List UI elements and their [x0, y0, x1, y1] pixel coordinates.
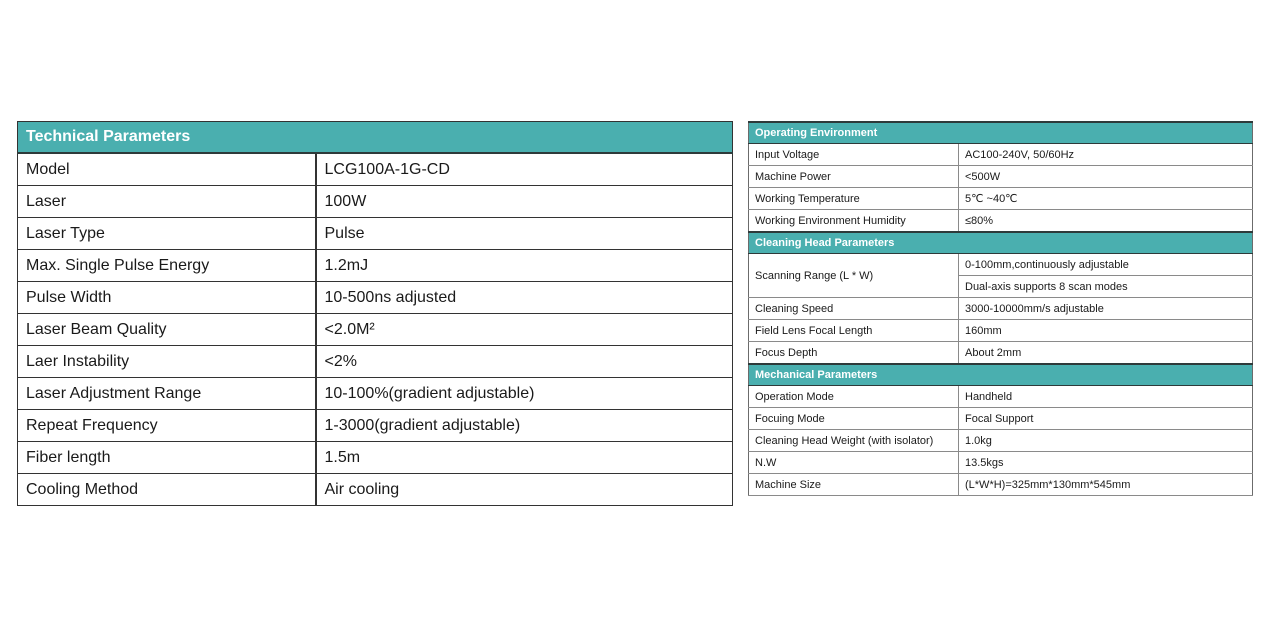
table-row — [749, 408, 1253, 430]
param-value: <2% — [316, 346, 733, 378]
spec-value: Focal Support — [959, 408, 1253, 430]
table-row — [749, 474, 1253, 496]
param-label: Laser Type — [18, 218, 316, 250]
technical-parameters-title: Technical Parameters — [18, 122, 733, 154]
cleaning-head-header — [749, 232, 1253, 254]
spec-value: AC100-240V, 50/60Hz — [959, 144, 1253, 166]
section-title: Mechanical Parameters — [749, 364, 1253, 386]
param-value: Air cooling — [316, 474, 733, 506]
spec-label: Machine Size — [749, 474, 959, 496]
spec-value: About 2mm — [959, 342, 1253, 365]
table-row — [18, 346, 733, 378]
param-label: Laer Instability — [18, 346, 316, 378]
param-label: Cooling Method — [18, 474, 316, 506]
spec-label: Working Temperature — [749, 188, 959, 210]
spec-value: 0-100mm,continuously adjustable — [959, 254, 1253, 276]
table-row — [749, 166, 1253, 188]
table-row — [749, 254, 1253, 276]
section-title: Cleaning Head Parameters — [749, 232, 1253, 254]
param-label: Laser Adjustment Range — [18, 378, 316, 410]
spec-label: Scanning Range (L * W) — [749, 254, 959, 298]
param-label: Max. Single Pulse Energy — [18, 250, 316, 282]
spec-label: Field Lens Focal Length — [749, 320, 959, 342]
param-value: 10-100%(gradient adjustable) — [316, 378, 733, 410]
table-row — [749, 342, 1253, 365]
table-row — [749, 430, 1253, 452]
param-label: Repeat Frequency — [18, 410, 316, 442]
table-row — [18, 442, 733, 474]
table-row — [18, 153, 733, 186]
param-label: Laser Beam Quality — [18, 314, 316, 346]
spec-value: 3000-10000mm/s adjustable — [959, 298, 1253, 320]
spec-value: 160mm — [959, 320, 1253, 342]
param-value: 1.5m — [316, 442, 733, 474]
param-value: 10-500ns adjusted — [316, 282, 733, 314]
table-row — [18, 314, 733, 346]
specifications-table — [748, 121, 1253, 496]
spec-value: Handheld — [959, 386, 1253, 408]
param-label: Fiber length — [18, 442, 316, 474]
spec-value: 1.0kg — [959, 430, 1253, 452]
mechanical-parameters-header — [749, 364, 1253, 386]
technical-parameters-table — [17, 121, 733, 506]
spec-label: Input Voltage — [749, 144, 959, 166]
table-row — [18, 378, 733, 410]
spec-label: Focuing Mode — [749, 408, 959, 430]
spec-value: 5℃ ~40℃ — [959, 188, 1253, 210]
table-row — [18, 250, 733, 282]
table-row — [18, 218, 733, 250]
table-row — [18, 186, 733, 218]
spec-label: N.W — [749, 452, 959, 474]
spec-label: Working Environment Humidity — [749, 210, 959, 233]
spec-label: Cleaning Speed — [749, 298, 959, 320]
param-value: 100W — [316, 186, 733, 218]
table-row — [18, 282, 733, 314]
param-value: LCG100A-1G-CD — [316, 153, 733, 186]
table-row — [749, 188, 1253, 210]
spec-value: 13.5kgs — [959, 452, 1253, 474]
table-row — [749, 386, 1253, 408]
table-row — [749, 320, 1253, 342]
param-label: Pulse Width — [18, 282, 316, 314]
spec-value: (L*W*H)=325mm*130mm*545mm — [959, 474, 1253, 496]
table-row — [18, 474, 733, 506]
table-row — [749, 298, 1253, 320]
table-row — [749, 210, 1253, 233]
param-label: Model — [18, 153, 316, 186]
param-label: Laser — [18, 186, 316, 218]
technical-parameters-header — [18, 122, 733, 154]
spec-value: <500W — [959, 166, 1253, 188]
param-value: 1.2mJ — [316, 250, 733, 282]
spec-value: ≤80% — [959, 210, 1253, 233]
spec-value: Dual-axis supports 8 scan modes — [959, 276, 1253, 298]
table-row — [749, 452, 1253, 474]
table-row — [749, 144, 1253, 166]
spec-label: Focus Depth — [749, 342, 959, 365]
param-value: 1-3000(gradient adjustable) — [316, 410, 733, 442]
operating-environment-header — [749, 122, 1253, 144]
spec-label: Machine Power — [749, 166, 959, 188]
section-title: Operating Environment — [749, 122, 1253, 144]
spec-label: Operation Mode — [749, 386, 959, 408]
spec-label: Cleaning Head Weight (with isolator) — [749, 430, 959, 452]
param-value: <2.0M² — [316, 314, 733, 346]
table-row — [18, 410, 733, 442]
param-value: Pulse — [316, 218, 733, 250]
